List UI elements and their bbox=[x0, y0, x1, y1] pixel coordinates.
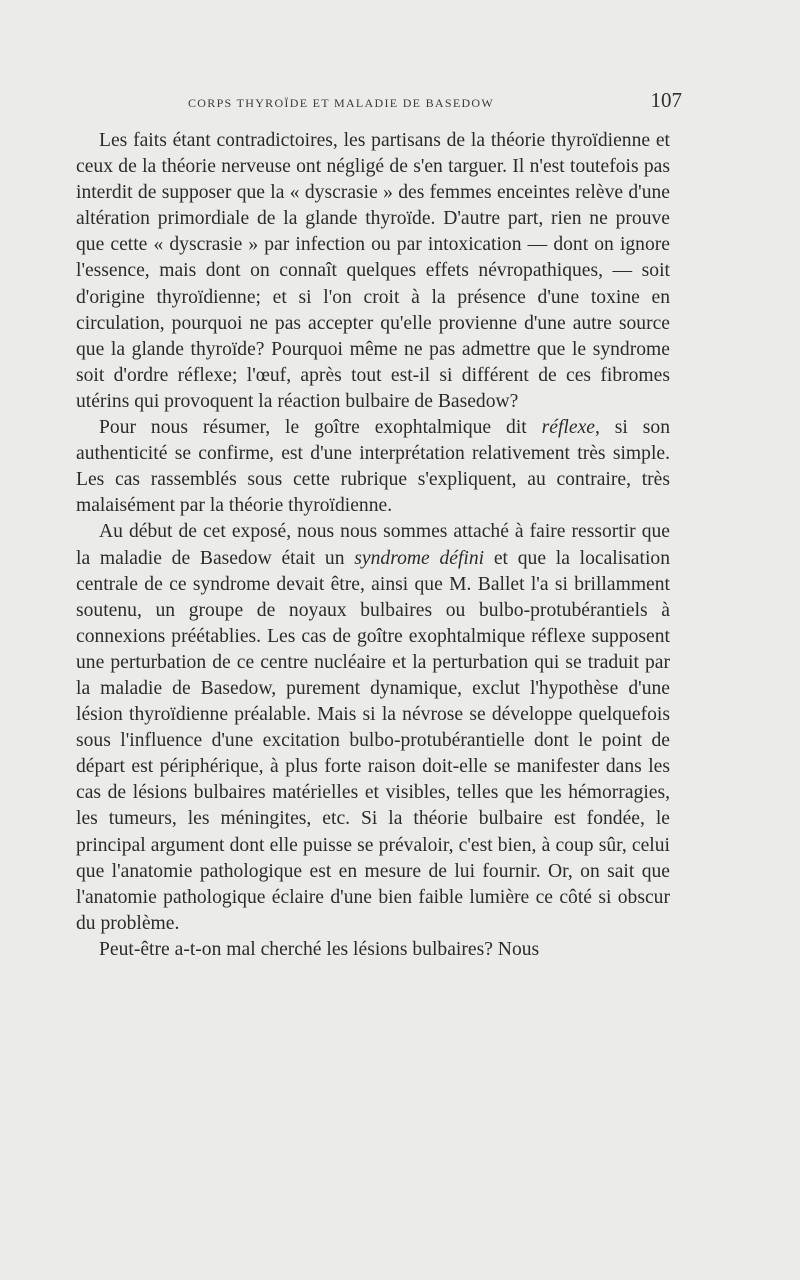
paragraph-2-text-a: Pour nous résumer, le goître exophtalmique dit bbox=[99, 417, 542, 439]
running-title: CORPS THYROÏDE ET MALADIE DE BASEDOW bbox=[188, 96, 495, 110]
paragraph-3-text-a: Au début de cet exposé, nous nous sommes attaché à faire ressortir que la maladie de Basedow était un bbox=[76, 521, 670, 569]
paragraph-2 bbox=[76, 415, 670, 519]
paragraph-1: Les faits étant contradictoires, les partisans de la théorie thyroïdienne et ceux de la théorie nerveuse ont négligé de s'en targuer. Il n'est toutefois pas interdit de supposer que la « dyscrasie » des femmes enceintes relève d'une altération primordiale de la glande thyroïde. D'autre part, rien ne prouve que cette « dyscrasie » par infection ou par intoxication — dont on ignore l'essence, mais dont on connaît quelques effets névropathiques, — soit d'origine thyroïdienne; et si l'on croit à la présence d'une toxine en circulation, pourquoi ne pas accepter qu'elle provienne d'une autre source que la glande thyroïde? Pourquoi même ne pas admettre que le syndrome soit d'ordre réflexe; l'œuf, après tout est-il si différent de ces fibromes utérins qui provoquent la réaction bulbaire de Basedow? bbox=[76, 130, 670, 412]
paragraph-3-text-b: et que la localisation centrale de ce syndrome devait être, ainsi que M. Ballet l'a si brillamment soutenu, un groupe de noyaux bulbaires ou bulbo-protubérantiels à connexions préétablies. Les cas de goître exophtalmique réflexe supposent une perturbation de ce centre nucléaire et la perturbation qui se traduit par la maladie de Basedow, purement dynamique, exclut l'hypothèse d'une lésion thyroïdienne préalable. Mais si la névrose se développe quelquefois sous l'influence d'une excitation bulbo-protubérantielle dont le point de départ est périphérique, à plus forte raison doit-elle se manifester dans les cas de lésions bulbaires matérielles et visibles, telles que les hémorragies, les tumeurs, les méningites, etc. Si la théorie bulbaire est fondée, le principal argument dont elle puisse se prévaloir, c'est bien, à coup sûr, celui que l'anatomie pathologique est en mesure de lui fournir. Or, on sait que l'anatomie pathologique éclaire d'une bien faible lumière ce côté si obscur du problème. bbox=[76, 547, 670, 934]
body-text bbox=[76, 128, 670, 963]
page-header bbox=[80, 88, 682, 118]
paragraph-4: Peut-être a-t-on mal cherché les lésions bulbaires? Nous bbox=[99, 938, 540, 960]
paragraph-2-text-b: , si son authenticité se confirme, est d'une interprétation relativement très simple. Les cas rassemblés sous cette rubrique s'expliquent, au contraire, très malaisément par la théorie thyroïdienne. bbox=[76, 417, 671, 517]
paragraph-2-emphasis: réflexe bbox=[541, 417, 595, 439]
paragraph-3 bbox=[76, 519, 670, 937]
page-number: 107 bbox=[650, 88, 682, 112]
paragraph-3-emphasis: syndrome défini bbox=[354, 547, 485, 569]
